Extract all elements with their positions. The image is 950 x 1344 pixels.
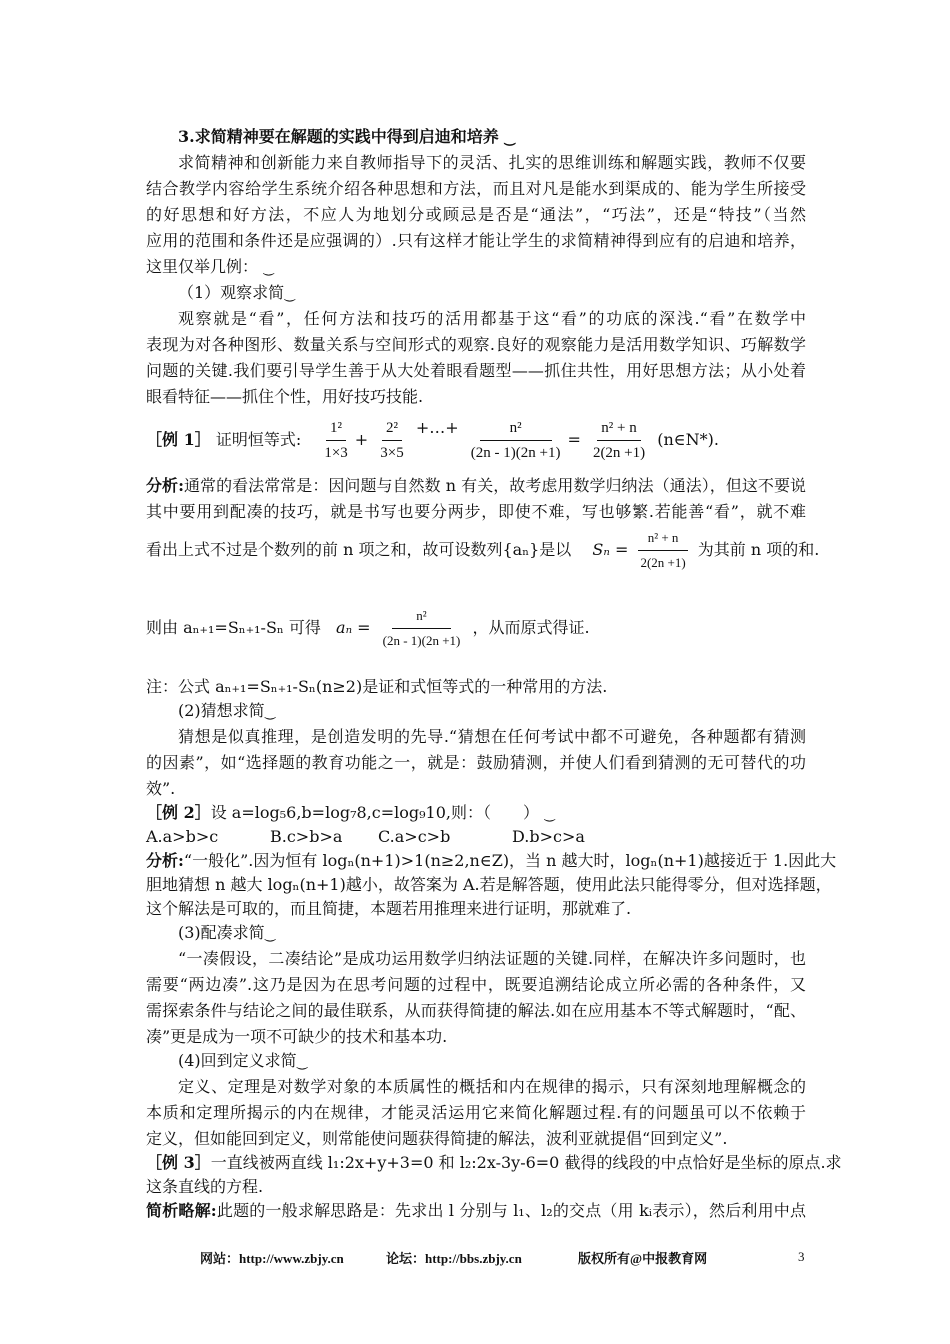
intro-line-2: 结合教学内容给学生系统介绍各种思想和方法，而且对凡是能水到渠成的、能为学生所接受 — [146, 179, 806, 198]
note-1: 注：公式 aₙ₊₁=Sₙ₊₁-Sₙ(n≥2)是证和式恒等式的一种常用的方法. — [146, 677, 608, 696]
subsection-2-title: (2)猜想求简⏝ — [178, 701, 277, 720]
an-formula: $\frac{\text{n²}}{(2n - 1)(2n +1)}$ — [382, 608, 461, 648]
analysis-2-line-3: 这个解法是可取的，而且简捷，本题若用推理来进行证明，那就难了. — [146, 899, 632, 918]
example-1-term-2: $\frac{\text{2²}}{3\times 5}$ — [380, 420, 404, 461]
example-3-line-2: 这条直线的方程. — [146, 1177, 264, 1196]
subsection-1-title: （1）观察求简⏝ — [178, 283, 296, 302]
sub3-line-3: 需探索条件与结论之间的最佳联系，从而获得简捷的解法.如在应用基本不等式解题时，“配、 — [146, 1001, 806, 1020]
footer-copyright: 版权所有@中报教育网 — [578, 1251, 708, 1266]
sub1-line-2: 表现为对各种图形、数量关系与空间形式的观察.良好的观察能力是活用数学知识、巧解数学 — [146, 335, 806, 354]
section-title: 3.求简精神要在解题的实践中得到启迪和培养 ⏝ — [178, 127, 516, 146]
example-1-sum: $\frac{\text{n² + n}}{2(2n +1)}$ — [592, 420, 646, 461]
sub4-line-2: 本质和定理所揭示的内在规律，才能灵活运用它来简化解题过程.有的问题虽可以不依赖于 — [146, 1103, 806, 1122]
subsection-3-title: (3)配凑求简⏝ — [178, 923, 277, 942]
sub1-line-4: 眼看特征——抓住个性，用好技巧技能. — [146, 387, 424, 406]
page-number: 3 — [798, 1249, 805, 1264]
option-d: D.b>c>a — [512, 827, 585, 846]
example-1-term-n: $\frac{\text{n²}}{(2n - 1)(2n +1)}$ — [470, 420, 561, 461]
sub1-line-1: 观察就是“看”，任何方法和技巧的活用都基于这“看”的功底的深浅.“看”在数学中 — [178, 309, 806, 328]
sub2-line-1: 猜想是似真推理，是创造发明的先导.“猜想在任何考试中都不可避免，各种题都有猜测 — [178, 727, 806, 746]
sub4-line-3: 定义，但如能回到定义，则常能使问题获得简捷的解法，波利亚就提倡“回到定义”. — [146, 1129, 728, 1148]
analysis-1-line-1: 分析:通常的看法常常是：因问题与自然数 n 有关，故考虑用数学归纳法（通法），但这不要说 — [146, 476, 806, 495]
sub3-line-1: “一凑假设，二凑结论”是成功运用数学归纳法证题的关键.同样，在解决许多问题时，也 — [178, 949, 806, 968]
intro-line-3: 的好思想和好方法，不应人为地划分或顾忌是否是“通法”，“巧法”，还是“特技”（当然 — [146, 205, 806, 224]
sub2-line-2: 的因素”，如“选择题的教育功能之一，就是：鼓励猜测，并使人们看到猜测的无可替代的功 — [146, 753, 806, 772]
analysis-1-line-2: 其中要用到配凑的技巧，就是书写也要分两步，即使不难，写也够繁.若能善“看”，就不难 — [146, 502, 806, 521]
example-1-term-1: $\frac{\text{1²}}{1\times 3}$ — [324, 420, 348, 461]
example-1-prompt: 证明恒等式: — [215, 430, 302, 449]
intro-line-4: 应用的范围和条件还是应强调的）.只有这样才能让学生的求简精神得到应有的启迪和培养， — [146, 231, 806, 250]
example-1-label: ［例 1］ — [146, 430, 211, 449]
sub4-line-1: 定义、定理是对数学对象的本质属性的概括和内在规律的揭示，只有深刻地理解概念的 — [178, 1077, 806, 1096]
footer-forum: 论坛：http://bbs.zbjy.cn — [386, 1251, 522, 1266]
example-3-line-1: ［例 3］一直线被两直线 l₁:2x+y+3=0 和 l₂:2x-3y-6=0 截得的线段的中点恰好是坐标的原点.求 — [146, 1153, 842, 1172]
subsection-4-title: (4)回到定义求简⏝ — [178, 1051, 309, 1070]
sub1-line-3: 问题的关键.我们要引导学生善于从大处着眼看题型——抓住共性，用好思想方法；从小处着 — [146, 361, 806, 380]
analysis-1-line-3: 看出上式不过是个数列的前 n 项之和，故可设数列{aₙ}是以 Sₙ = $\frac{\text{n² + n}}{2(2n +1)}$ 为其前 n 项的和. — [146, 528, 806, 573]
option-c: C.a>c>b — [378, 827, 451, 846]
intro-line-1: 求简精神和创新能力来自教师指导下的灵活、扎实的思维训练和解题实践，教师不仅要 — [178, 153, 806, 172]
example-1: ［例 1］ 证明恒等式: $\frac{\text{1²}}{1\times 3}$ + $\frac{\text{2²}}{3\times 5}$ +…+ $\frac{\text{n²}}{(2n - 1)(2n +1)}$ = $\frac{\text{n² + n}}{2(2n +1)}$ (n∈N*). — [146, 418, 719, 461]
option-a: A.a>b>c — [146, 827, 219, 846]
analysis-2-line-2: 胆地猜想 n 越大 logₙ(n+1)越小，故答案为 A.若是解答题，使用此法只能得零分，但对选择题， — [146, 875, 832, 894]
sub2-line-3: 效”. — [146, 779, 176, 798]
footer-website: 网站：http://www.zbjy.cn — [200, 1251, 344, 1266]
sub3-line-2: 需要“两边凑”.这乃是因为在思考问题的过程中，既要追溯结论成立所必需的各种条件，又 — [146, 975, 806, 994]
sn-formula: $\frac{\text{n² + n}}{2(2n +1)}$ — [636, 528, 689, 573]
analysis-2-line-1: 分析:“一般化”.因为恒有 logₙ(n+1)>1(n≥2,n∈Z)，当 n 越大时，logₙ(n+1)越接近于 1.因此大 — [146, 851, 837, 870]
brief-solution: 简析略解:此题的一般求解思路是：先求出 l 分别与 l₁、l₂的交点（用 kᵢ表示），然后利用中点 — [146, 1201, 806, 1220]
intro-line-5: 这里仅举几例： ⏝ — [146, 257, 275, 276]
sub3-line-4: 凑”更是成为一项不可缺少的技术和基本功. — [146, 1027, 448, 1046]
option-b: B.c>b>a — [270, 827, 343, 846]
example-2: ［例 2］设 a=log₅6,b=log₇8,c=log₉10,则：（ ） ⏝ — [146, 803, 556, 822]
analysis-1-line-4: 则由 aₙ₊₁=Sₙ₊₁-Sₙ 可得 aₙ = $\frac{\text{n²}}{(2n - 1)(2n +1)}$ ，从而原式得证. — [146, 606, 806, 651]
